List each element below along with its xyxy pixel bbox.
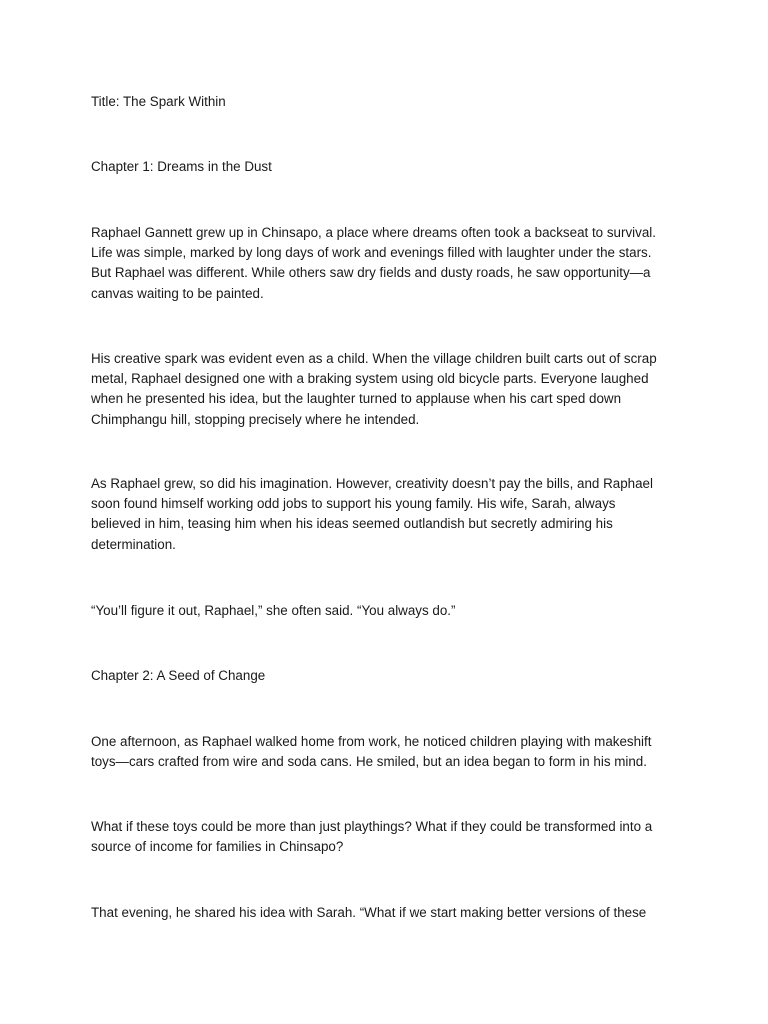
paragraph-line: What if these toys could be more than just playthings? What if they could be transformed into a [91, 819, 653, 834]
paragraph-line: As Raphael grew, so did his imagination. However, creativity doesn’t pay the bills, and Raphael [91, 476, 653, 491]
paragraph-line: His creative spark was evident even as a child. When the village children built carts out of scrap [91, 351, 657, 366]
paragraph-line: determination. [91, 536, 176, 552]
paragraph-line: Chimphangu hill, stopping precisely where he intended. [91, 411, 420, 427]
paragraph-4-quote: “You’ll figure it out, Raphael,” she often said. “You always do.” [91, 603, 456, 618]
paragraph-line: But Raphael was different. While others saw dry fields and dusty roads, he saw opportunity—a [91, 265, 651, 281]
paragraph-7: That evening, he shared his idea with Sarah. “What if we start making better versions of these [91, 905, 647, 920]
chapter-1-heading: Chapter 1: Dreams in the Dust [91, 159, 272, 174]
paragraph-line: One afternoon, as Raphael walked home from work, he noticed children playing with makeshift [91, 734, 652, 749]
paragraph-line: believed in him, teasing him when his ideas seemed outlandish but secretly admiring his [91, 516, 613, 532]
paragraph-2 [91, 349, 657, 430]
paragraph-line: when he presented his idea, but the laughter turned to applause when his cart sped down [91, 391, 622, 407]
paragraph-3 [91, 474, 653, 555]
document-title: Title: The Spark Within [91, 94, 226, 109]
paragraph-line: source of income for families in Chinsapo? [91, 839, 344, 855]
paragraph-5 [91, 732, 651, 772]
paragraph-line: toys—cars crafted from wire and soda cans. He smiled, but an idea began to form in his mind. [91, 754, 647, 770]
paragraph-line: metal, Raphael designed one with a braking system using old bicycle parts. Everyone laughed [91, 371, 649, 387]
chapter-2-heading: Chapter 2: A Seed of Change [91, 668, 266, 683]
paragraph-line: canvas waiting to be painted. [91, 285, 264, 301]
paragraph-line: Life was simple, marked by long days of work and evenings filled with laughter under the stars. [91, 245, 652, 261]
paragraph-line: Raphael Gannett grew up in Chinsapo, a place where dreams often took a backseat to survival. [91, 225, 656, 240]
paragraph-line: soon found himself working odd jobs to support his young family. His wife, Sarah, always [91, 496, 616, 512]
paragraph-6 [91, 817, 652, 857]
paragraph-1 [91, 223, 656, 304]
